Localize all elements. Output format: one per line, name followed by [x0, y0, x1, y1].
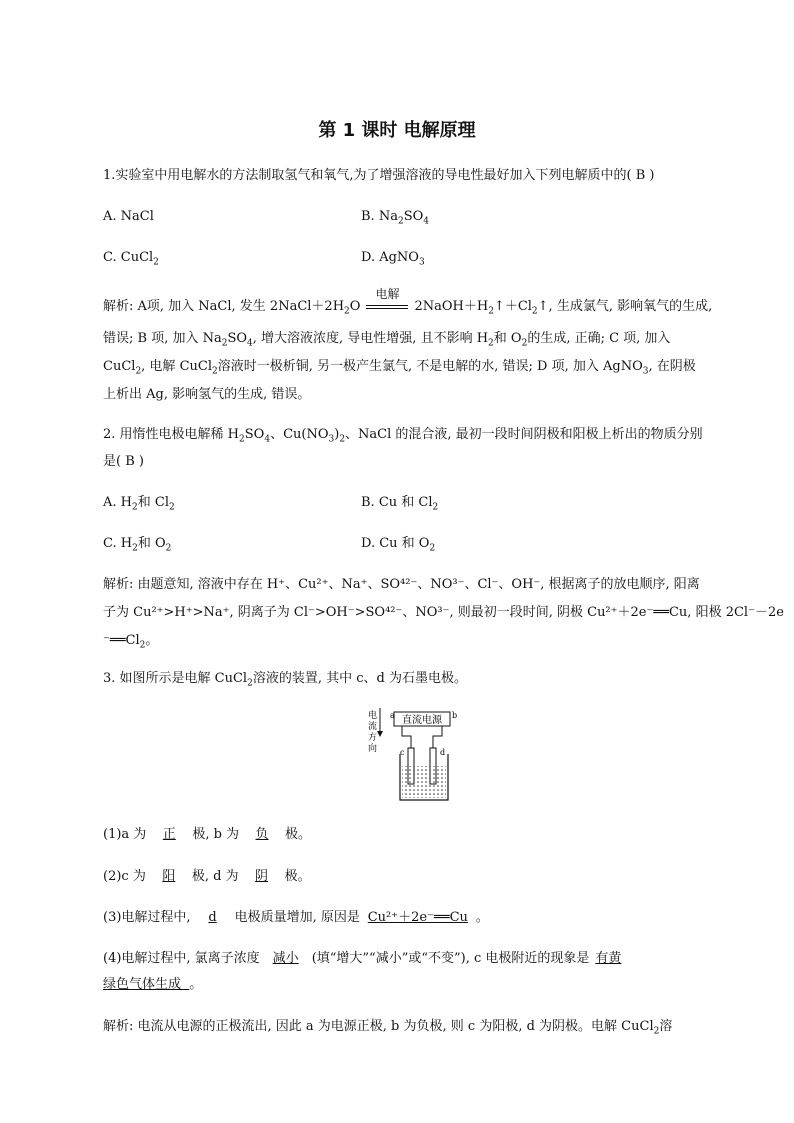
fig-arrow-label-4: 向 [368, 744, 378, 754]
q3-part-1-blank-b: 负 [255, 827, 269, 842]
arrow-head-icon [377, 731, 383, 737]
q1-analysis-line-3: CuCl$_2$, 电解 CuCl$_2$溶液时一极析铜, 另一极产生氯气, 不是电解的水, 错误; D 项, 加入 AgNO$_3$, 在阴极 [103, 359, 696, 377]
q2-option-b: B. Cu 和 $Cl_2$ [361, 495, 439, 513]
q3-part-1-blank-a: 正 [162, 827, 176, 842]
page-title: 第 1 课时 电解原理 [318, 120, 476, 141]
q3-part-4-blank-phenomenon: 有黄 [595, 951, 622, 966]
q1-stem: 1.实验室中用电解水的方法制取氢气和氧气,为了增强溶液的导电性最好加入下列电解质中的( B ) [103, 168, 655, 183]
q2-option-c: C. $H_2$和 $O_2$ [103, 536, 172, 554]
q3-stem: 3. 如图所示是电解 CuCl$_2$溶液的装置, 其中 c、d 为石墨电极。 [103, 671, 467, 689]
q3-part-2: (2)c 为 阳 极, d 为 阴 极。 [103, 869, 311, 884]
terminal-b-label: b [452, 711, 458, 720]
q2-analysis-line-3: $^-══Cl_2$。 [103, 633, 159, 651]
q1-option-b: B. $Na_2SO_4$ [361, 209, 429, 227]
q1-option-a: A. NaCl [103, 209, 154, 224]
q1-option-d: D. AgNO$_3$ [361, 250, 425, 268]
wire-right [433, 726, 442, 748]
cucl2-solution [402, 766, 446, 798]
fig-arrow-label-2: 流 [368, 722, 378, 732]
q2-stem-line-2: 是( B ) [103, 454, 144, 469]
q3-part-1: (1)a 为 正 极, b 为 负 极。 [103, 827, 312, 842]
q3-part-3-blank-electrode: d [208, 910, 217, 925]
q3-part-3-blank-reason: Cu²⁺＋2e⁻══Cu [367, 910, 468, 925]
q3-part-4-blank-concentration: 减小 [272, 951, 299, 966]
electrode-c-label: c [400, 748, 405, 757]
terminal-a-label: a [390, 711, 395, 720]
q2-option-d: D. Cu 和 $O_2$ [361, 536, 436, 554]
q3-part-2-blank-d: 阴 [255, 869, 269, 884]
electrolysis-equal-sign: 电解 [364, 298, 410, 316]
q3-analysis-line-1: 解析: 电流从电源的正极流出, 因此 a 为电源正极, b 为负极, 则 c 为阳极, d 为阴极。电解 CuCl$_2$溶 [103, 1019, 673, 1037]
q2-stem-line-1: 2. 用惰性电极电解稀 $H_2SO_4$、$Cu(NO_3)_2$、NaCl 的混合液, 最初一段时间阴极和阳极上析出的物质分别 [103, 427, 703, 445]
q3-part-4-line-2: 绿色气体生成 。 [103, 977, 203, 992]
q3-part-2-blank-c: 阳 [162, 869, 176, 884]
electrolysis-apparatus-figure [360, 704, 460, 804]
q1-analysis-line-4: 上析出 Ag, 影响氢气的生成, 错误。 [103, 387, 311, 402]
wire-left [402, 726, 411, 748]
fig-arrow-label-3: 方 [368, 733, 378, 743]
dc-power-source-label: 直流电源 [402, 715, 442, 726]
q2-analysis-line-2: 子为 Cu²⁺>H⁺>Na⁺, 阴离子为 Cl⁻>OH⁻>SO⁴²⁻、NO³⁻, 则最初一段时间, 阴极 Cu²⁺＋2e⁻══Cu, 阳极 2Cl⁻－2e [103, 605, 784, 620]
electrode-d-label: d [440, 748, 446, 757]
q3-part-3: (3)电解过程中, d 电极质量增加, 原因是 Cu²⁺＋2e⁻══Cu 。 [103, 910, 489, 925]
q1-option-c: C. CuCl$_2$ [103, 250, 159, 268]
q1-analysis-line-2: 错误; B 项, 加入 $Na_2SO_4$, 增大溶液浓度, 导电性增强, 且不影响 $H_2$和 $O_2$的生成, 正确; C 项, 加入 [103, 331, 671, 349]
q2-option-a: A. $H_2$和 $Cl_2$ [103, 495, 175, 513]
q3-part-4-line-1: (4)电解过程中, 氯离子浓度 减小 (填“增大”“减小”或“不变”), c 电极附近的现象是 有黄 [103, 950, 723, 968]
q2-analysis-line-1: 解析: 由题意知, 溶液中存在 H⁺、Cu²⁺、Na⁺、SO⁴²⁻、NO³⁻、Cl⁻、OH⁻, 根据离子的放电顺序, 阳离 [103, 577, 700, 592]
q1-analysis-line-1: 解析: A项, 加入 NaCl, 发生 $2NaCl+2H_2O$ 电解 $2NaOH+H_2↑+Cl_2↑$, 生成氯气, 影响氧气的生成, [103, 287, 713, 317]
fig-arrow-label-1: 电 [368, 711, 378, 721]
